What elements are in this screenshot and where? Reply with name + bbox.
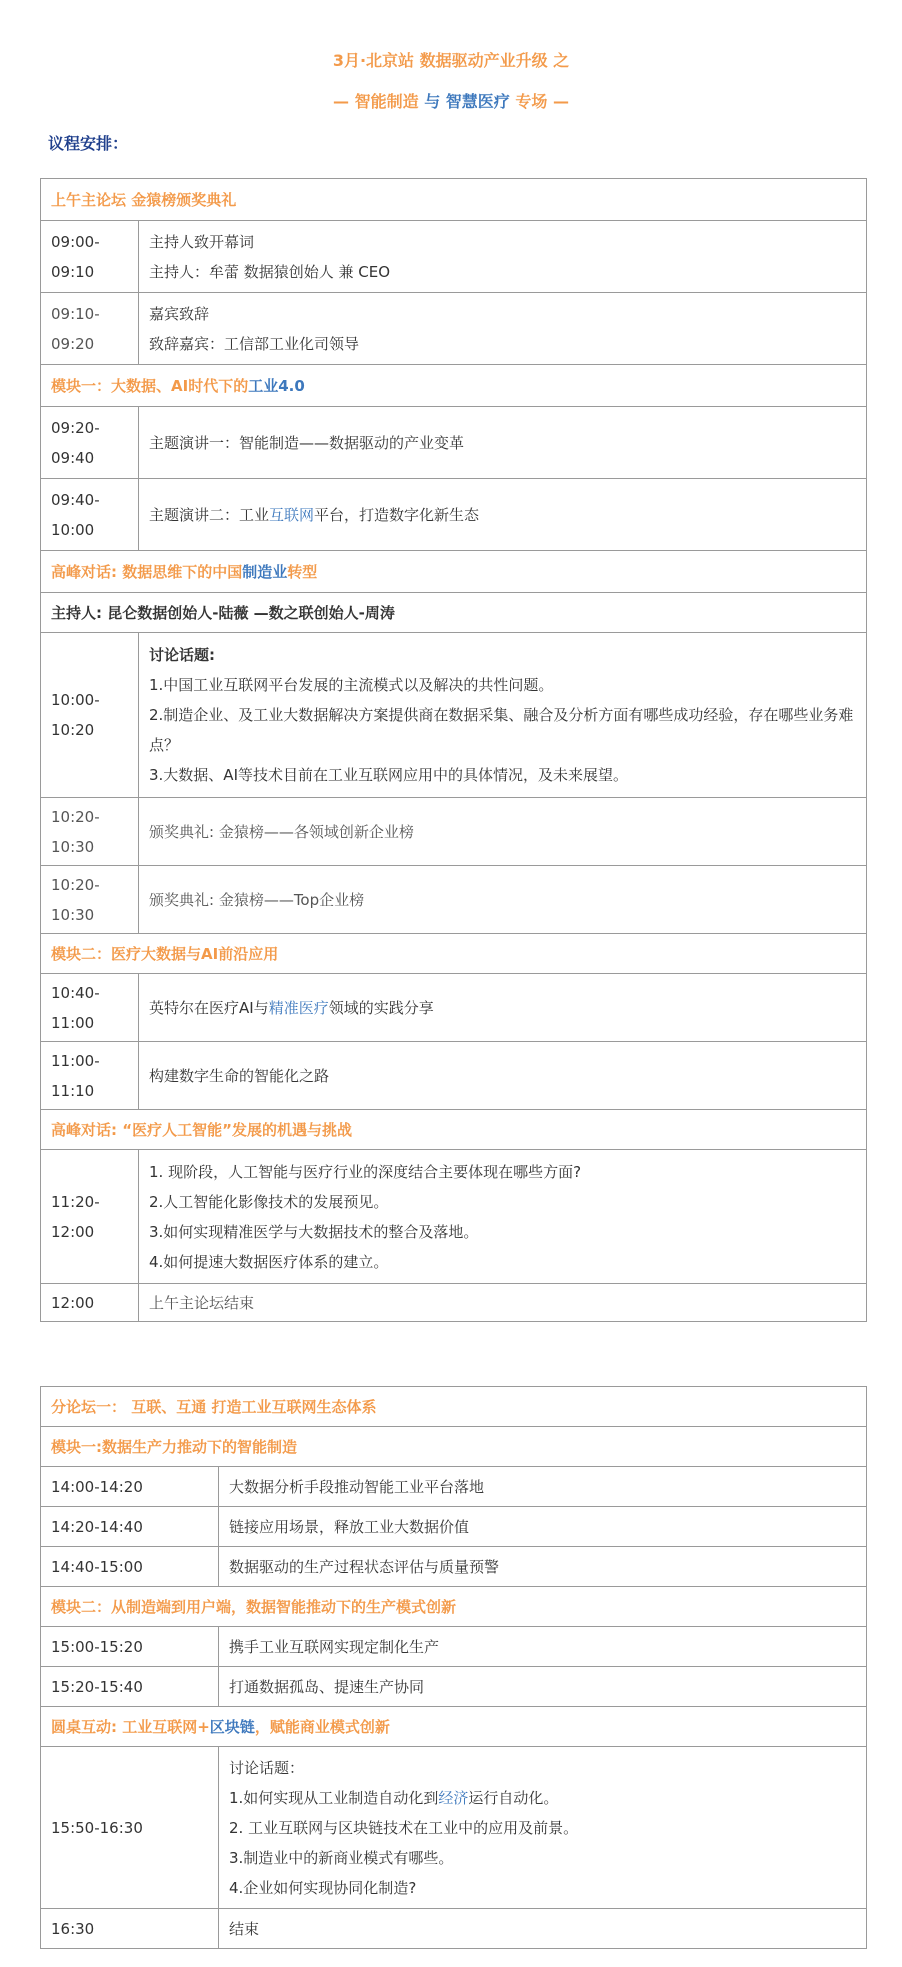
time-cell: 09:40-10:00 [41, 479, 139, 551]
content-cell: 构建数字生命的智能化之路 [139, 1042, 867, 1110]
host-row [41, 593, 867, 633]
content-cell [139, 221, 867, 293]
content-line: 主持人致开幕词 [149, 232, 255, 251]
content-cell: 主题演讲一：智能制造——数据驱动的产业变革 [139, 407, 867, 479]
section-text: 高峰对话: 数据思维下的中国 [51, 562, 243, 581]
section-title: 模块一:数据生产力推动下的智能制造 [41, 1427, 867, 1467]
question-text: 运行自动化。 [468, 1788, 559, 1807]
question: 4.企业如何实现协同化制造? [229, 1878, 417, 1897]
section-row [41, 1587, 867, 1627]
section-row [41, 1110, 867, 1150]
content-cell [139, 1150, 867, 1284]
table-row [41, 221, 867, 293]
time-cell: 09:00-09:10 [41, 221, 139, 293]
subtitle-connector: 与 [424, 92, 441, 111]
time-cell: 11:20-12:00 [41, 1150, 139, 1284]
table-row [41, 1467, 867, 1507]
content-cell [139, 633, 867, 798]
table-row [41, 1627, 867, 1667]
time-cell: 14:40-15:00 [41, 1547, 219, 1587]
content-cell: 结束 [219, 1909, 867, 1949]
section-title: 模块二：医疗大数据与AI前沿应用 [41, 934, 867, 974]
content-cell [139, 479, 867, 551]
question: 2. 工业互联网与区块链技术在工业中的应用及前景。 [229, 1818, 579, 1837]
section-text: 转型 [287, 562, 318, 581]
manufacturing-link[interactable]: 制造业 [242, 562, 288, 581]
table-row [41, 407, 867, 479]
time-cell: 16:30 [41, 1909, 219, 1949]
time-cell: 14:20-14:40 [41, 1507, 219, 1547]
time-cell: 09:20-09:40 [41, 407, 139, 479]
table-row [41, 1284, 867, 1322]
table-row [41, 1150, 867, 1284]
afternoon-agenda-table [40, 1386, 867, 1949]
time-cell: 11:00-11:10 [41, 1042, 139, 1110]
content-cell: 颁奖典礼: 金猿榜——各领域创新企业榜 [139, 798, 867, 866]
table-row [41, 1909, 867, 1949]
content-cell: 上午主论坛结束 [139, 1284, 867, 1322]
content-text: 主题演讲二：工业 [149, 505, 270, 524]
section-row [41, 365, 867, 407]
time-cell: 15:20-15:40 [41, 1667, 219, 1707]
section-text: 圆桌互动: 工业互联网+ [51, 1717, 210, 1736]
section-title [41, 365, 867, 407]
time-cell: 10:40-11:00 [41, 974, 139, 1042]
section-row [41, 179, 867, 221]
content-cell [139, 293, 867, 365]
subtitle-end: 专场 — [509, 92, 569, 111]
subtitle-part: — 智能制造 [333, 92, 425, 111]
internet-link[interactable]: 互联网 [269, 505, 315, 524]
precision-medicine-link[interactable]: 精准医疗 [268, 998, 329, 1017]
table-row [41, 866, 867, 934]
content-cell: 数据驱动的生产过程状态评估与质量预警 [219, 1547, 867, 1587]
question: 3.制造业中的新商业模式有哪些。 [229, 1848, 454, 1867]
section-row [41, 1427, 867, 1467]
content-cell: 链接应用场景，释放工业大数据价值 [219, 1507, 867, 1547]
table-row [41, 633, 867, 798]
table-row [41, 974, 867, 1042]
time-cell: 12:00 [41, 1284, 139, 1322]
topic-label: 讨论话题: [149, 646, 215, 664]
content-line: 嘉宾致辞 [149, 304, 210, 323]
agenda-label: 议程安排： [48, 134, 129, 153]
section-text: ，赋能商业模式创新 [254, 1717, 390, 1736]
question: 3.大数据、AI等技术目前在工业互联网应用中的具体情况，及未来展望。 [149, 766, 628, 784]
time-cell: 14:00-14:20 [41, 1467, 219, 1507]
question: 2.人工智能化影像技术的发展预见。 [149, 1192, 389, 1211]
section-title: 高峰对话: “医疗人工智能”发展的机遇与挑战 [41, 1110, 867, 1150]
table-row [41, 1507, 867, 1547]
section-title: 模块二：从制造端到用户端，数据智能推动下的生产模式创新 [41, 1587, 867, 1627]
section-title: 上午主论坛 金猿榜颁奖典礼 [41, 179, 867, 221]
table-row [41, 1042, 867, 1110]
content-cell: 大数据分析手段推动智能工业平台落地 [219, 1467, 867, 1507]
question: 4.如何提速大数据医疗体系的建立。 [149, 1252, 389, 1271]
subtitle-medical: 智慧医疗 [440, 92, 510, 111]
content-text: 领域的实践分享 [328, 998, 434, 1017]
question: 1.中国工业互联网平台发展的主流模式以及解决的共性问题。 [149, 676, 554, 694]
blockchain-link[interactable]: 区块链 [209, 1717, 255, 1736]
industry-link[interactable]: 工业4.0 [248, 376, 305, 395]
content-text: 英特尔在医疗AI与 [149, 998, 269, 1017]
section-title [41, 1707, 867, 1747]
page-title: 3月·北京站 数据驱动产业升级 之 [332, 51, 570, 70]
question: 2.制造企业、及工业大数据解决方案提供商在数据采集、融合及分析方面有哪些成功经验，存在哪些业务难点？ [149, 706, 854, 754]
time-cell: 09:10-09:20 [41, 293, 139, 365]
question: 1. 现阶段，人工智能与医疗行业的深度结合主要体现在哪些方面? [149, 1162, 582, 1181]
section-row [41, 551, 867, 593]
content-cell: 打通数据孤岛、提速生产协同 [219, 1667, 867, 1707]
morning-agenda-table [40, 178, 867, 1322]
time-cell: 10:00-10:20 [41, 633, 139, 798]
economy-link[interactable]: 经济 [438, 1788, 469, 1807]
section-row [41, 1707, 867, 1747]
section-text: 模块一：大数据、AI时代下的 [51, 376, 249, 395]
time-cell: 10:20-10:30 [41, 798, 139, 866]
content-cell: 颁奖典礼: 金猿榜——Top企业榜 [139, 866, 867, 934]
section-title: 分论坛一： 互联、互通 打造工业互联网生态体系 [41, 1387, 867, 1427]
host-text: 主持人: 昆仑数据创始人-陆薇 —数之联创始人-周涛 [41, 593, 867, 633]
table-row [41, 798, 867, 866]
content-line: 致辞嘉宾：工信部工业化司领导 [149, 334, 360, 353]
table-row [41, 293, 867, 365]
section-row [41, 934, 867, 974]
page-subtitle [0, 89, 902, 112]
question [229, 1783, 856, 1813]
table-row [41, 1547, 867, 1587]
topic-label: 讨论话题： [229, 1758, 305, 1777]
table-row [41, 479, 867, 551]
content-line: 主持人：牟蕾 数据猿创始人 兼 CEO [149, 262, 391, 281]
content-cell [139, 974, 867, 1042]
content-text: 平台，打造数字化新生态 [314, 505, 480, 524]
question-text: 1.如何实现从工业制造自动化到 [229, 1788, 439, 1807]
time-cell: 10:20-10:30 [41, 866, 139, 934]
time-cell: 15:50-16:30 [41, 1747, 219, 1909]
table-row [41, 1747, 867, 1909]
table-row [41, 1667, 867, 1707]
time-cell: 15:00-15:20 [41, 1627, 219, 1667]
section-row [41, 1387, 867, 1427]
question: 3.如何实现精准医学与大数据技术的整合及落地。 [149, 1222, 479, 1241]
content-cell: 携手工业互联网实现定制化生产 [219, 1627, 867, 1667]
content-cell [219, 1747, 867, 1909]
section-title [41, 551, 867, 593]
